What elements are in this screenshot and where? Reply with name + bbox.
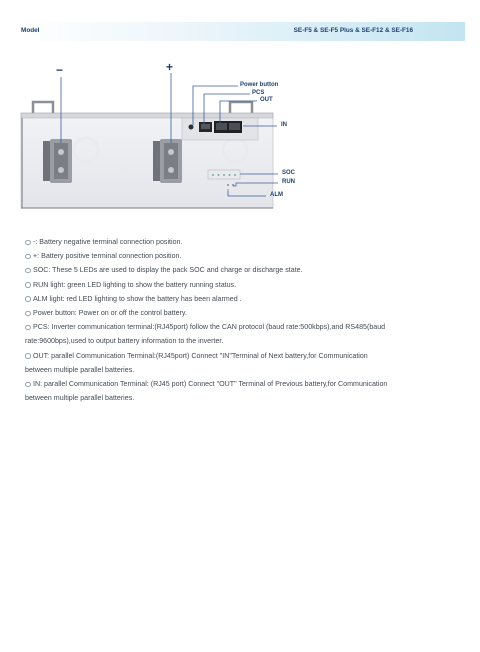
model-list: SE-F5 & SE-F5 Plus & SE-F12 & SE-F16 — [293, 27, 413, 34]
label-run: RUN — [282, 179, 295, 185]
power-button — [189, 125, 194, 130]
label-pcs: PCS — [252, 90, 265, 96]
label-power-button: Power button — [240, 82, 279, 88]
description-line: PCS: Inverter communication terminal:(RJ45port) follow the CAN protocol (baud rate:500kbps),and RS485(baud — [25, 320, 465, 334]
bullet-icon — [25, 268, 31, 274]
negative-terminal — [43, 139, 72, 183]
label-out: OUT — [260, 97, 273, 103]
label-in: IN — [281, 122, 287, 128]
description-line: between multiple parallel batteries. — [25, 365, 135, 374]
battery-illustration — [0, 55, 480, 225]
bullet-icon — [25, 311, 31, 317]
header-bar — [18, 22, 465, 41]
bullet-icon — [25, 282, 31, 288]
bullet-icon — [25, 254, 31, 260]
positive-terminal — [153, 139, 182, 183]
bullet-icon — [25, 296, 31, 302]
positive-sign: + — [166, 60, 174, 74]
alm-led — [227, 189, 229, 191]
description-list — [25, 235, 465, 405]
description-line: -: Battery negative terminal connection position. — [25, 235, 465, 249]
run-led — [227, 184, 229, 186]
description-line: between multiple parallel batteries. — [25, 394, 135, 403]
battery-diagram — [0, 55, 480, 225]
bullet-icon — [25, 325, 31, 331]
description-line: IN: parallel Communication Terminal: (RJ45 port) Connect "OUT" Terminal of Previous battery,for Communication — [25, 377, 465, 391]
description-line: +: Battery positive terminal connection position. — [25, 249, 465, 263]
negative-sign: − — [56, 63, 64, 77]
description-line: ALM light: red LED lighting to show the battery has been alarmed . — [25, 292, 465, 306]
description-line: rate:9600bps),used to output battery information to the inverter. — [25, 337, 224, 346]
description-line: OUT: parallel Communication Terminal:(RJ45port) Connect "IN"Terminal of Next battery,for Communication — [25, 349, 465, 363]
label-alm: ALM — [270, 192, 283, 198]
description-line: Power button: Power on or off the control battery. — [25, 306, 465, 320]
bullet-icon — [25, 240, 31, 246]
bullet-icon — [25, 353, 31, 359]
model-label: Model — [21, 27, 40, 34]
label-soc: SOC — [282, 170, 296, 176]
description-line: RUN light: green LED lighting to show the battery running status. — [25, 278, 465, 292]
description-line: SOC: These 5 LEDs are used to display the pack SOC and charge or discharge state. — [25, 263, 465, 277]
bullet-icon — [25, 382, 31, 388]
